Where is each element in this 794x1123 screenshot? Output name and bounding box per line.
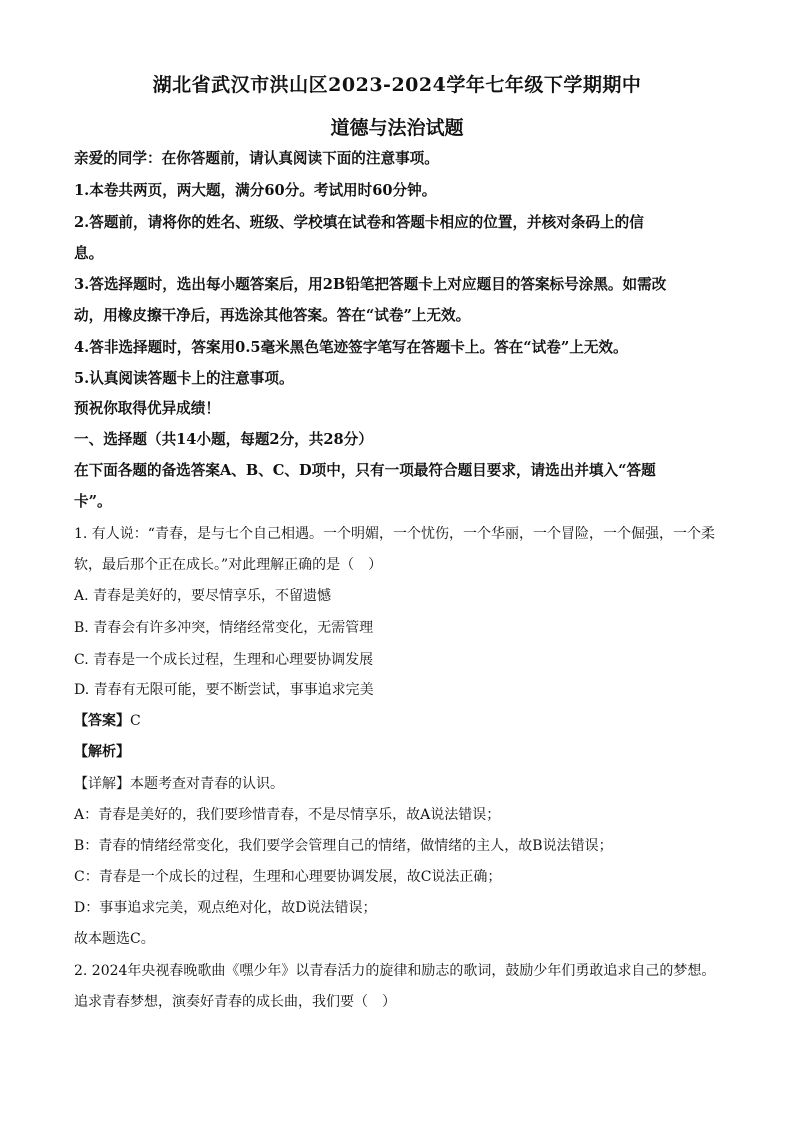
question-2-stem: 2. 2024年央视春晚歌曲《嘿少年》以青春活力的旋律和励志的歌词，鼓励少年们勇敢追求自己的梦想。 [74, 963, 716, 979]
explanation-a: A：青春是美好的，我们要珍惜青春，不是尽情享乐，故A说法错误； [74, 807, 501, 823]
analysis-tag: 【解析】 [74, 744, 130, 760]
explanation-c: C：青春是一个成长的过程，生理和心理要协调发展，故C说法正确； [74, 869, 502, 885]
question-1-option-a: A. 青春是美好的，要尽情享乐，不留遗憾 [74, 588, 332, 604]
question-1-stem-cont: 软，最后那个正在成长。”对此理解正确的是（ ） [74, 557, 383, 573]
question-1-answer [74, 711, 722, 731]
exam-subject-title: 道德与法治试题 [330, 117, 464, 139]
question-1-option-b: B. 青春会有许多冲突，情绪经常变化，无需管理 [74, 620, 374, 636]
answer-value: C [130, 713, 141, 729]
notice-intro: 亲爱的同学：在你答题前，请认真阅读下面的注意事项。 [74, 150, 439, 167]
notice-item-5: 5.认真阅读答题卡上的注意事项。 [74, 370, 294, 387]
notice-item-2: 2.答题前，请将你的姓名、班级、学校填在试卷和答题卡相应的位置，并核对条码上的信 [74, 214, 644, 231]
notice-item-1: 1.本卷共两页，两大题，满分60分。考试用时60分钟。 [74, 182, 437, 199]
notice-item-2-cont: 息。 [74, 245, 104, 262]
section-instruction: 在下面各题的备选答案A、B、C、D项中，只有一项最符合题目要求，请选出并填入“答题 [74, 462, 656, 479]
exam-title: 湖北省武汉市洪山区2023-2024学年七年级下学期期中 [152, 74, 642, 96]
question-1-option-c: C. 青春是一个成长过程，生理和心理要协调发展 [74, 652, 374, 668]
detail-line: 【详解】本题考查对青春的认识。 [74, 776, 284, 792]
section-heading: 一、选择题（共14小题，每题2分，共28分） [74, 431, 373, 448]
explanation-b: B：青春的情绪经常变化，我们要学会管理自己的情绪，做情绪的主人，故B说法错误； [74, 838, 613, 854]
notice-item-4: 4.答非选择题时，答案用0.5毫米黑色笔迹签字笔写在答题卡上。答在“试卷”上无效。 [74, 339, 628, 356]
notice-item-3-cont: 动，用橡皮擦干净后，再选涂其他答案。答在“试卷”上无效。 [74, 307, 471, 324]
notice-item-3: 3.答选择题时，选出每小题答案后，用2B铅笔把答题卡上对应题目的答案标号涂黑。如需改 [74, 276, 667, 293]
question-2-stem-cont: 追求青春梦想，演奏好青春的成长曲，我们要（ ） [74, 994, 396, 1010]
conclusion: 故本题选C。 [74, 931, 155, 947]
section-instruction-cont: 卡”。 [74, 493, 112, 510]
answer-tag: 【答案】 [74, 713, 130, 729]
question-1-stem: 1. 有人说：“青春，是与七个自己相遇。一个明媚，一个忧伤，一个华丽，一个冒险，一个倔强，一个柔 [74, 526, 715, 542]
question-1-option-d: D. 青春有无限可能，要不断尝试，事事追求完美 [74, 682, 374, 698]
notice-wish: 预祝你取得优异成绩！ [74, 400, 220, 417]
explanation-d: D：事事追求完美，观点绝对化，故D说法错误； [74, 900, 377, 916]
